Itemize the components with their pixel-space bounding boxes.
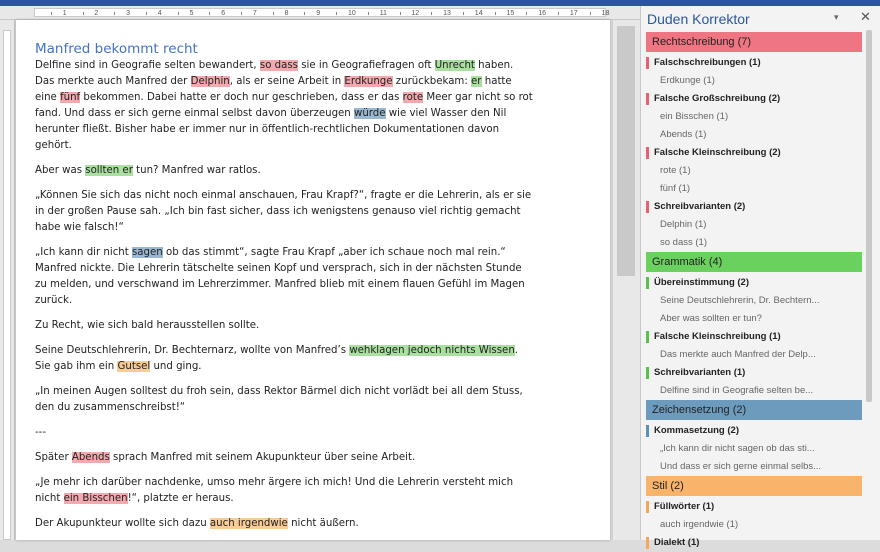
category-color-marker bbox=[646, 93, 649, 105]
text-run: und ging. bbox=[150, 361, 202, 372]
ruler-tick bbox=[83, 12, 84, 15]
document-paragraph[interactable] bbox=[35, 425, 535, 441]
subcategory-item[interactable] bbox=[646, 498, 862, 516]
flagged-text[interactable]: fünf bbox=[60, 92, 81, 103]
subcategory-item[interactable] bbox=[646, 534, 862, 552]
ruler-tick bbox=[146, 12, 147, 15]
text-run: Seine Deutschlehrerin, Dr. Bechternarz, wollte von Manfred’s bbox=[35, 345, 350, 356]
ruler-number: 8 bbox=[284, 10, 289, 17]
text-run: !“, platzte er heraus. bbox=[127, 493, 234, 504]
issue-item[interactable]: rote (1) bbox=[660, 165, 691, 176]
subcategory-item[interactable] bbox=[646, 144, 862, 162]
flagged-text[interactable]: auch irgendwie bbox=[209, 518, 288, 529]
text-run: wie viel Wasser den Nil herunter fließt. Bisher habe er immer nur in öffentlich-rechtlichen Dokumentationen davon gehört. bbox=[35, 108, 507, 151]
issue-list bbox=[646, 32, 862, 552]
ruler-number: 12 bbox=[411, 10, 420, 17]
flagged-text[interactable]: Abends bbox=[71, 452, 110, 463]
text-run: , als er seine Arbeit in bbox=[229, 76, 345, 87]
issue-item[interactable]: Delfine sind in Geografie selten be... bbox=[660, 385, 814, 396]
document-paragraph[interactable] bbox=[35, 245, 535, 309]
subcategory-label: Falsche Großschreibung (2) bbox=[654, 93, 781, 104]
vertical-ruler[interactable] bbox=[0, 20, 15, 540]
category-header[interactable]: Rechtschreibung (7) bbox=[646, 32, 862, 52]
issue-item[interactable]: Aber was sollten er tun? bbox=[660, 313, 762, 324]
issue-item[interactable]: Und dass er sich gerne einmal selbs... bbox=[660, 461, 822, 472]
ruler-number: 2 bbox=[94, 10, 99, 17]
pane-options-chevron-icon[interactable]: ▾ bbox=[834, 12, 839, 22]
ruler-tick bbox=[400, 12, 401, 15]
pane-scrollbar[interactable] bbox=[863, 30, 875, 540]
issue-item[interactable]: auch irgendwie (1) bbox=[660, 519, 739, 530]
issue-item[interactable]: so dass (1) bbox=[660, 237, 707, 248]
flagged-text[interactable]: würde bbox=[354, 108, 386, 119]
subcategory-label: Dialekt (1) bbox=[654, 537, 700, 548]
ruler-tick bbox=[51, 12, 52, 15]
category-color-marker bbox=[646, 331, 649, 343]
issue-item[interactable]: Erdkunge (1) bbox=[660, 75, 715, 86]
ruler-tick bbox=[304, 12, 305, 15]
flagged-text[interactable]: Delphin bbox=[190, 76, 230, 87]
flagged-text[interactable]: Gutsel bbox=[117, 361, 151, 372]
document-paragraph[interactable] bbox=[35, 516, 535, 532]
subcategory-item[interactable] bbox=[646, 54, 862, 72]
subcategory-label: Füllwörter (1) bbox=[654, 501, 715, 512]
text-run: „Ich kann dir nicht bbox=[35, 247, 132, 258]
document-body[interactable] bbox=[35, 40, 535, 541]
subcategory-label: Kommasetzung (2) bbox=[654, 425, 739, 436]
ruler-tick bbox=[178, 12, 179, 15]
subcategory-item[interactable] bbox=[646, 90, 862, 108]
flagged-text[interactable]: rote bbox=[402, 92, 424, 103]
document-paragraph[interactable] bbox=[35, 163, 535, 179]
category-color-marker bbox=[646, 201, 649, 213]
document-paragraph[interactable] bbox=[35, 58, 535, 154]
document-scrollbar-thumb[interactable] bbox=[617, 26, 635, 276]
document-paragraph[interactable] bbox=[35, 475, 535, 507]
ruler-number: 3 bbox=[126, 10, 130, 17]
ruler-tick bbox=[336, 12, 337, 15]
subcategory-item[interactable] bbox=[646, 274, 862, 292]
issue-item[interactable]: Seine Deutschlehrerin, Dr. Bechtern... bbox=[660, 295, 820, 306]
text-run: tun? Manfred war ratlos. bbox=[132, 165, 261, 176]
ruler-tick bbox=[431, 12, 432, 15]
text-run: „Können Sie sich das nicht noch einmal anschauen, Frau Krapf?“, fragte er die Lehrerin, als er sie in der großen Pause sah. „Ich bin fast sicher, dass ich wenigstens genauso viel richtig gemacht habe wie falsch!“ bbox=[35, 190, 532, 233]
category-color-marker bbox=[646, 277, 649, 289]
subcategory-item[interactable] bbox=[646, 364, 862, 382]
document-paragraph[interactable] bbox=[35, 318, 535, 334]
ruler-number: 16 bbox=[538, 10, 546, 17]
flagged-text[interactable]: Unrecht bbox=[434, 60, 475, 71]
ruler-number: 17 bbox=[569, 10, 578, 17]
pane-close-icon[interactable]: ✕ bbox=[860, 9, 871, 24]
text-run: ob das stimmt“, sagte Frau Krapf „aber ich schaue noch mal rein.“ Manfred nickte. Die Lehrerin tätschelte seinen Kopf und versprach, sich in der nächsten Stunde zu melden, und verschwand im Lehrerzimmer. Manfred blieb mit einem flauen Gefühl im Magen zurück. bbox=[35, 247, 525, 306]
category-color-marker bbox=[646, 367, 649, 379]
document-paragraph[interactable] bbox=[35, 450, 535, 466]
issue-item[interactable]: „Ich kann dir nicht sagen ob das sti... bbox=[660, 443, 815, 454]
flagged-text[interactable]: er bbox=[471, 76, 482, 87]
category-color-marker bbox=[646, 425, 649, 437]
ruler-tick bbox=[273, 12, 274, 15]
subcategory-label: Übereinstimmung (2) bbox=[654, 277, 750, 288]
text-run: Aber was bbox=[35, 165, 86, 176]
issue-item[interactable]: Delphin (1) bbox=[660, 219, 707, 230]
ruler-number: 18 bbox=[601, 10, 610, 17]
subcategory-item[interactable] bbox=[646, 328, 862, 346]
text-run: . Sie gab ihm ein bbox=[35, 345, 519, 372]
category-header[interactable]: Stil (2) bbox=[646, 476, 862, 496]
issue-item[interactable]: ein Bisschen (1) bbox=[660, 111, 729, 122]
subcategory-item[interactable] bbox=[646, 198, 862, 216]
ruler-number: 4 bbox=[157, 10, 162, 17]
ruler-number: 7 bbox=[252, 10, 257, 17]
ruler-number: 13 bbox=[443, 10, 451, 17]
subcategory-label: Falsche Kleinschreibung (2) bbox=[654, 147, 781, 158]
flagged-text[interactable]: wehklagen jedoch nichts Wissen bbox=[349, 345, 515, 356]
category-color-marker bbox=[646, 57, 649, 69]
text-run: sie in Geografiefragen oft bbox=[298, 60, 435, 71]
document-paragraph[interactable] bbox=[35, 384, 535, 416]
subcategory-label: Schreibvarianten (1) bbox=[654, 367, 746, 378]
subcategory-label: Falschschreibungen (1) bbox=[654, 57, 761, 68]
duden-korrektor-pane bbox=[640, 6, 880, 548]
text-run: zurückbekam: bbox=[392, 76, 472, 87]
flagged-text[interactable]: sollten er bbox=[85, 165, 133, 176]
text-run: „In meinen Augen solltest du froh sein, dass Rektor Bärmel dich nicht vorlädt bei all dem Stuss, den du zusammenschreibst!“ bbox=[35, 386, 523, 413]
text-run: Zu Recht, wie sich bald herausstellen sollte. bbox=[35, 320, 260, 331]
document-paragraph[interactable] bbox=[35, 188, 535, 236]
text-run: Später bbox=[35, 452, 72, 463]
ruler-tick bbox=[209, 12, 210, 15]
ruler-tick bbox=[526, 12, 527, 15]
ruler-number: 6 bbox=[221, 10, 226, 17]
issue-item[interactable]: Das merkte auch Manfred der Delp... bbox=[660, 349, 816, 360]
subcategory-label: Schreibvarianten (2) bbox=[654, 201, 746, 212]
ruler-tick bbox=[368, 12, 369, 15]
document-title: Manfred bekommt recht bbox=[35, 41, 198, 57]
category-color-marker bbox=[646, 537, 649, 549]
subcategory-item[interactable] bbox=[646, 422, 862, 440]
category-header[interactable]: Grammatik (4) bbox=[646, 252, 862, 272]
document-scrollbar[interactable] bbox=[612, 20, 641, 540]
ruler-number: 11 bbox=[379, 10, 387, 17]
ruler-number: 14 bbox=[474, 10, 483, 17]
subcategory-label: Falsche Kleinschreibung (1) bbox=[654, 331, 781, 342]
text-run: Meer gar nicht so rot fand. Und dass er sich gerne einmal selbst davon überzeugen bbox=[35, 92, 533, 119]
ruler-tick bbox=[558, 12, 559, 15]
text-run: bekommen. Dabei hatte er doch nur geschrieben, dass er das bbox=[80, 92, 403, 103]
flagged-text[interactable]: Erdkunge bbox=[344, 76, 393, 87]
ruler-number: 5 bbox=[189, 10, 194, 17]
ruler-number: 10 bbox=[348, 10, 356, 17]
ruler-tick bbox=[241, 12, 242, 15]
issue-item[interactable]: Abends (1) bbox=[660, 129, 707, 140]
ruler-tick bbox=[114, 12, 115, 15]
ruler-number: 1 bbox=[62, 10, 67, 17]
flagged-text[interactable]: so dass bbox=[259, 60, 298, 71]
pane-scrollbar-thumb[interactable] bbox=[866, 30, 872, 402]
flagged-text[interactable]: ein Bisschen bbox=[63, 493, 128, 504]
category-color-marker bbox=[646, 147, 649, 159]
ruler-tick bbox=[463, 12, 464, 15]
vertical-ruler-strip bbox=[3, 30, 11, 540]
category-color-marker bbox=[646, 501, 649, 513]
pane-title: Duden Korrektor bbox=[647, 11, 750, 27]
text-run: sprach Manfred mit seinem Akupunkteur über seine Arbeit. bbox=[109, 452, 416, 463]
text-run: nicht äußern. bbox=[287, 518, 359, 529]
text-run: Delfine sind in Geografie selten bewandert, bbox=[35, 60, 260, 71]
ruler-strip bbox=[34, 8, 610, 17]
text-run: hatte eine bbox=[35, 76, 512, 103]
ruler-tick bbox=[495, 12, 496, 15]
category-header[interactable]: Zeichensetzung (2) bbox=[646, 400, 862, 420]
text-run: „Je mehr ich darüber nachdenke, umso mehr ärgere ich mich! Und die Lehrerin versteht mich nicht bbox=[35, 477, 514, 504]
ruler-number: 9 bbox=[316, 10, 321, 17]
document-paragraph[interactable] bbox=[35, 343, 535, 375]
ruler-tick bbox=[590, 12, 591, 15]
text-run: haben. Das merkte auch Manfred der bbox=[35, 60, 514, 87]
ruler-number: 15 bbox=[506, 10, 515, 17]
issue-item[interactable]: fünf (1) bbox=[660, 183, 691, 194]
horizontal-ruler[interactable] bbox=[0, 6, 640, 20]
text-run: --- bbox=[35, 427, 47, 438]
document-page[interactable] bbox=[16, 20, 610, 540]
text-run: Der Akupunkteur wollte sich dazu bbox=[35, 518, 210, 529]
flagged-text[interactable]: sagen bbox=[132, 247, 163, 258]
